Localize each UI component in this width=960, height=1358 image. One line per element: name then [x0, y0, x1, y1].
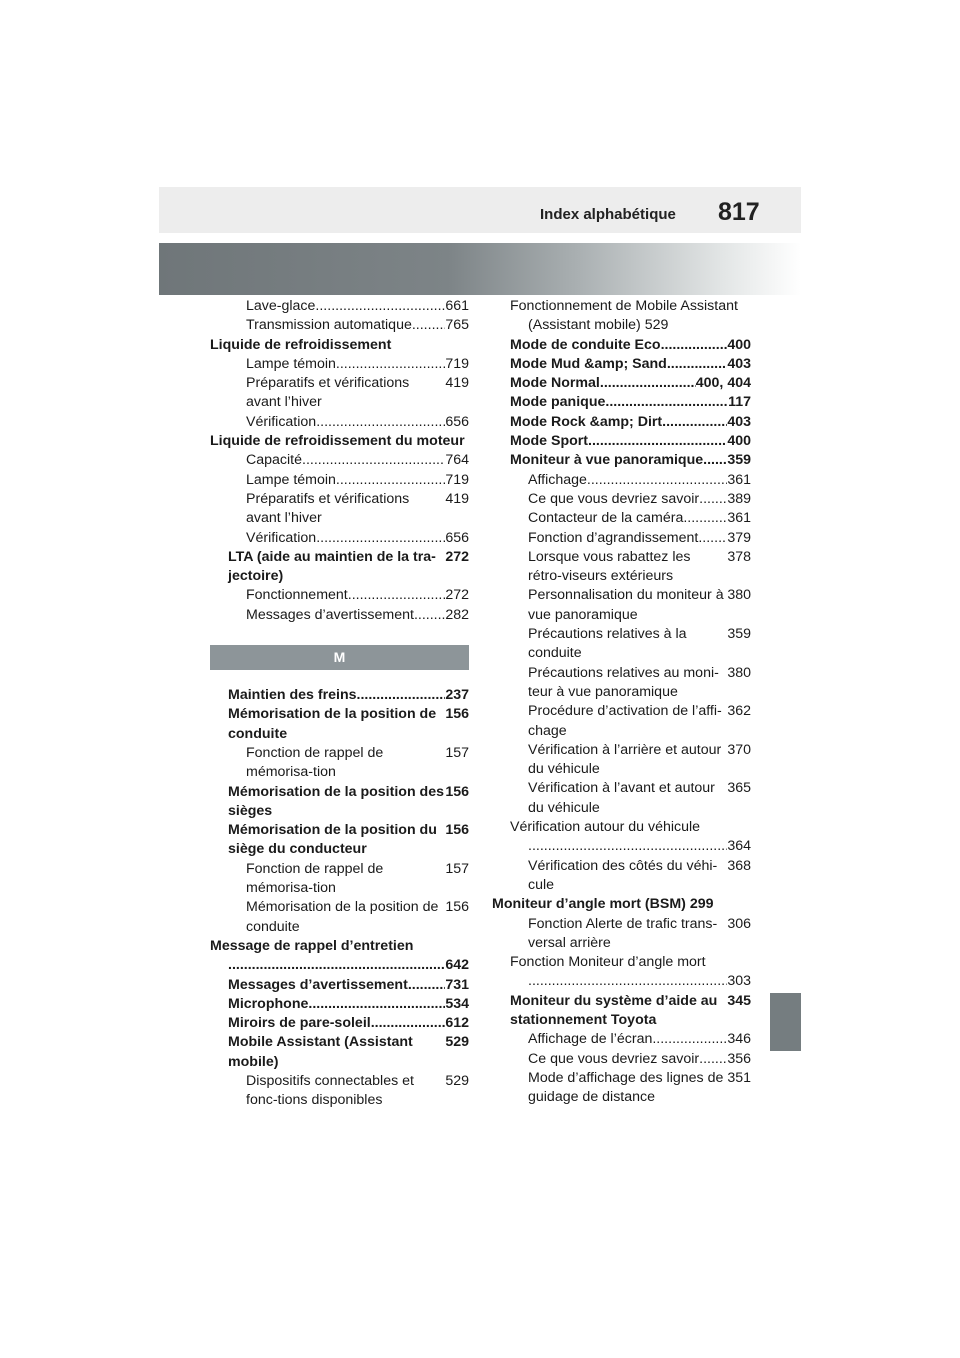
index-entry-term: Liquide de refroidissement	[210, 336, 392, 353]
index-entry-term: Transmission automatique	[246, 317, 412, 334]
index-entry	[210, 297, 469, 316]
index-entry	[492, 529, 751, 548]
index-entry-term: Vérification à l’arrière et autour du véhicule	[528, 741, 722, 778]
index-entry	[210, 548, 469, 587]
index-entry	[492, 413, 751, 432]
index-entry-term: Fonction d’agrandissement	[528, 529, 699, 546]
index-entry	[492, 586, 751, 625]
leader-dots	[528, 972, 727, 991]
index-entry-page: 303	[727, 973, 751, 990]
letter-section-band: M	[210, 645, 469, 670]
index-entry	[210, 471, 469, 490]
index-entry-term: Procédure d’activation de l’affi-chage	[528, 703, 722, 739]
leader-dots	[308, 995, 445, 1014]
index-entry	[492, 915, 751, 954]
leader-dots	[357, 686, 446, 705]
index-entry	[210, 529, 469, 548]
index-entry	[210, 976, 469, 995]
leader-dots	[683, 509, 727, 528]
leader-dots	[315, 297, 445, 316]
index-entry-page: 419	[445, 375, 469, 392]
index-entry-page: 529	[445, 1072, 469, 1089]
index-list-l	[210, 297, 469, 625]
leader-dots	[414, 606, 445, 625]
header-gradient-band	[159, 243, 801, 295]
index-entry-page: 272	[445, 587, 469, 604]
index-entry-page: 156	[445, 822, 469, 839]
index-entry	[492, 992, 751, 1031]
index-entry	[492, 1030, 751, 1049]
leader-dots	[316, 529, 445, 548]
index-entry-page: 612	[445, 1015, 469, 1032]
index-entry-page: 400	[727, 336, 751, 353]
index-entry-page: 529	[445, 1034, 469, 1051]
index-entry-page: 157	[445, 744, 469, 761]
index-entry-page: 419	[445, 490, 469, 507]
index-entry-page: 765	[445, 317, 469, 334]
index-entry-page: 272	[445, 548, 469, 565]
index-entry	[492, 779, 751, 818]
index-entry-term: Mémorisation de la position de conduite	[228, 706, 437, 742]
index-entry-page: 359	[727, 626, 751, 643]
index-entry-term: Moniteur du système d’aide au stationnement Toyota	[510, 992, 718, 1028]
index-entry-term: Vérification autour du véhicule	[510, 819, 701, 836]
index-entry-page: 661	[445, 298, 469, 314]
index-entry	[210, 686, 469, 705]
index-entry-page: 400, 404	[695, 375, 751, 392]
leader-dots	[336, 471, 445, 490]
index-entry-term: Mode Mud &amp; Sand	[510, 355, 667, 372]
index-entry-page: 359	[727, 452, 751, 469]
index-entry-term: Fonctionnement	[246, 587, 348, 604]
index-column-right	[492, 297, 751, 1107]
index-entry-term: Message de rappel d’entretien	[210, 937, 414, 954]
index-entry-page: 656	[445, 413, 469, 430]
index-entry	[210, 451, 469, 470]
index-entry	[210, 1072, 469, 1111]
index-entry-page: 361	[727, 471, 751, 488]
index-entry	[492, 393, 751, 412]
index-entry-term: Fonctionnement de Mobile Assistant (Assistant mobile)	[510, 298, 738, 334]
index-entry-page: 156	[445, 783, 469, 800]
index-entry-page: 534	[445, 995, 469, 1012]
index-entry-page: 362	[727, 703, 751, 720]
index-entry-page: 529	[640, 317, 669, 334]
index-entry-term: Moniteur à vue panoramique	[510, 452, 704, 469]
index-entry-term: Affichage	[528, 471, 587, 488]
leader-dots	[703, 451, 727, 470]
index-entry-term: Messages d’avertissement	[246, 606, 414, 623]
section-title: Index alphabétique	[540, 206, 676, 223]
leader-dots	[699, 490, 727, 509]
leader-dots	[662, 413, 727, 432]
index-entry	[492, 432, 751, 451]
index-entry-page: 403	[727, 413, 751, 430]
index-entry	[492, 374, 751, 393]
index-entry	[492, 664, 751, 703]
index-entry-page: 389	[727, 490, 751, 507]
index-entry-term: Vérification	[246, 413, 317, 430]
index-entry-term: Mode d’affichage des lignes de guidage de distance	[528, 1069, 724, 1106]
leader-dots	[600, 374, 696, 393]
index-entry-term: Lampe témoin	[246, 355, 336, 372]
index-list-m-continued	[492, 297, 751, 1107]
index-entry-page: 237	[445, 687, 469, 704]
index-entry-term: Mode panique	[510, 394, 606, 411]
index-entry-page: 400	[727, 433, 751, 450]
header-bar	[159, 187, 801, 233]
index-entry	[210, 705, 469, 744]
index-entry-term: Dispositifs connectables et fonc-tions disponibles	[246, 1072, 414, 1109]
leader-dots	[336, 355, 445, 374]
index-entry	[210, 1033, 469, 1072]
index-entry-page: 364	[727, 838, 751, 855]
index-entry-page: 719	[445, 471, 469, 488]
leader-dots	[412, 316, 445, 335]
index-entry-page: 642	[445, 957, 469, 974]
page-number: 817	[718, 198, 760, 226]
thumb-index-tab	[770, 993, 801, 1051]
index-entry-page: 282	[445, 606, 469, 623]
leader-dots	[587, 471, 727, 490]
leader-dots	[661, 336, 728, 355]
index-entry-term: Contacteur de la caméra	[528, 510, 684, 527]
index-entry-term: Vérification	[246, 529, 317, 546]
leader-dots	[408, 976, 446, 995]
index-entry-term: Mode de conduite Eco	[510, 336, 661, 353]
index-entry-term: Liquide de refroidissement du moteur	[210, 433, 465, 450]
index-entry-page: 365	[727, 780, 751, 797]
index-entry	[210, 821, 469, 860]
index-entry-term: Mémorisation de la position de conduite	[246, 899, 439, 935]
index-entry-page: 356	[727, 1050, 751, 1067]
index-entry	[492, 702, 751, 741]
index-entry	[210, 336, 469, 355]
index-entry	[210, 586, 469, 605]
leader-dots	[699, 1050, 727, 1069]
index-entry-term: Ce que vous devriez savoir	[528, 490, 700, 507]
index-column-left	[210, 297, 469, 1111]
index-entry	[492, 953, 751, 992]
index-entry-term: Mode Sport	[510, 433, 589, 450]
index-entry-page: 380	[727, 587, 751, 604]
index-entry-page: 764	[445, 452, 469, 469]
index-entry-page: 378	[727, 548, 751, 565]
index-entry	[492, 1050, 751, 1069]
index-entry	[210, 606, 469, 625]
index-list-m	[210, 686, 469, 1111]
index-entry	[210, 374, 469, 413]
index-entry-page: 117	[728, 394, 751, 411]
index-entry	[492, 471, 751, 490]
index-entry-page: 156	[445, 899, 469, 916]
index-entry-term: Mémorisation de la position des sièges	[228, 783, 444, 819]
index-entry-term: Moniteur d’angle mort (BSM)	[492, 896, 686, 913]
index-entry-page: 403	[727, 355, 751, 372]
index-entry-term: Fonction de rappel de mémorisa-tion	[246, 744, 384, 781]
index-entry-page: 361	[727, 510, 751, 527]
index-entry-page: 156	[445, 706, 469, 723]
index-entry	[210, 995, 469, 1014]
index-entry-term: Lorsque vous rabattez les rétro-viseurs extérieurs	[528, 548, 691, 585]
index-entry	[210, 783, 469, 822]
index-entry	[492, 818, 751, 857]
leader-dots	[228, 956, 445, 975]
index-entry	[210, 1014, 469, 1033]
leader-dots	[667, 355, 727, 374]
index-entry-term: Lampe témoin	[246, 471, 336, 488]
index-entry	[492, 1069, 751, 1108]
index-entry	[210, 937, 469, 976]
index-entry	[210, 860, 469, 899]
index-entry-page: 368	[727, 857, 751, 874]
leader-dots	[371, 1014, 446, 1033]
index-entry	[210, 316, 469, 335]
index-entry-term: Précautions relatives au moni-teur à vue panoramique	[528, 664, 719, 700]
leader-dots	[698, 529, 727, 548]
index-entry	[210, 744, 469, 783]
index-entry-page: 719	[445, 355, 469, 372]
leader-dots	[316, 413, 445, 432]
index-entry	[492, 355, 751, 374]
leader-dots	[302, 451, 445, 470]
index-entry-page: 306	[727, 915, 751, 932]
index-entry	[210, 432, 469, 451]
index-entry-term: Mode Normal	[510, 375, 600, 392]
index-entry-page: 346	[727, 1031, 751, 1048]
index-entry	[492, 625, 751, 664]
index-entry-page: 656	[445, 529, 469, 546]
index-entry-term: Vérification à l’avant et autour du véhicule	[528, 780, 715, 816]
index-entry	[492, 857, 751, 896]
index-entry-term: Capacité	[246, 452, 302, 469]
index-entry	[492, 490, 751, 509]
index-entry-page: 299	[685, 896, 714, 913]
index-entry-page: 157	[445, 860, 469, 877]
leader-dots	[605, 393, 728, 412]
leader-dots	[652, 1030, 727, 1049]
index-entry-term: Miroirs de pare-soleil	[228, 1015, 371, 1032]
index-entry-term: Fonction Alerte de trafic trans-versal arrière	[528, 915, 718, 951]
leader-dots	[588, 432, 727, 451]
index-entry	[492, 895, 751, 914]
index-entry-term: Microphone	[228, 995, 309, 1012]
index-entry-page: 370	[727, 741, 751, 758]
index-entry-term: Ce que vous devriez savoir	[528, 1050, 700, 1067]
index-entry-term: Préparatifs et vérifications avant l’hiver	[246, 375, 410, 411]
index-entry-term: Mémorisation de la position du siège du conducteur	[228, 822, 437, 858]
index-entry	[492, 548, 751, 587]
index-entry-term: Personnalisation du moniteur à vue panoramique	[528, 587, 724, 623]
index-entry	[492, 509, 751, 528]
index-entry-page: 345	[727, 992, 751, 1009]
index-entry-page: 351	[727, 1069, 751, 1086]
index-entry-term: Mode Rock &amp; Dirt	[510, 413, 663, 430]
index-entry	[210, 355, 469, 374]
index-entry-term: Messages d’avertissement	[228, 976, 408, 993]
index-entry	[492, 297, 751, 336]
index-entry	[492, 336, 751, 355]
index-entry-term: Fonction Moniteur d’angle mort	[510, 954, 706, 971]
index-entry-page: 731	[445, 976, 469, 993]
index-entry	[492, 741, 751, 780]
index-entry-term: Maintien des freins	[228, 687, 357, 704]
index-entry	[210, 490, 469, 529]
index-entry-term: Vérification des côtés du véhi-cule	[528, 857, 718, 893]
index-entry-term: LTA (aide au maintien de la tra-jectoire)	[228, 548, 436, 585]
index-entry-term: Fonction de rappel de mémorisa-tion	[246, 860, 384, 897]
leader-dots	[348, 586, 446, 605]
index-entry-term: Lave-glace	[246, 298, 316, 314]
index-entry	[210, 413, 469, 432]
leader-dots	[528, 837, 727, 856]
index-entry-term: Préparatifs et vérifications avant l’hiver	[246, 490, 410, 527]
index-entry-term: Mobile Assistant (Assistant mobile)	[228, 1034, 413, 1070]
index-entry-term: Précautions relatives à la conduite	[528, 626, 687, 662]
index-entry	[492, 451, 751, 470]
index-entry-page: 380	[727, 664, 751, 681]
index-entry-term: Affichage de l’écran	[528, 1031, 653, 1048]
index-entry-page: 379	[727, 529, 751, 546]
index-entry	[210, 898, 469, 937]
